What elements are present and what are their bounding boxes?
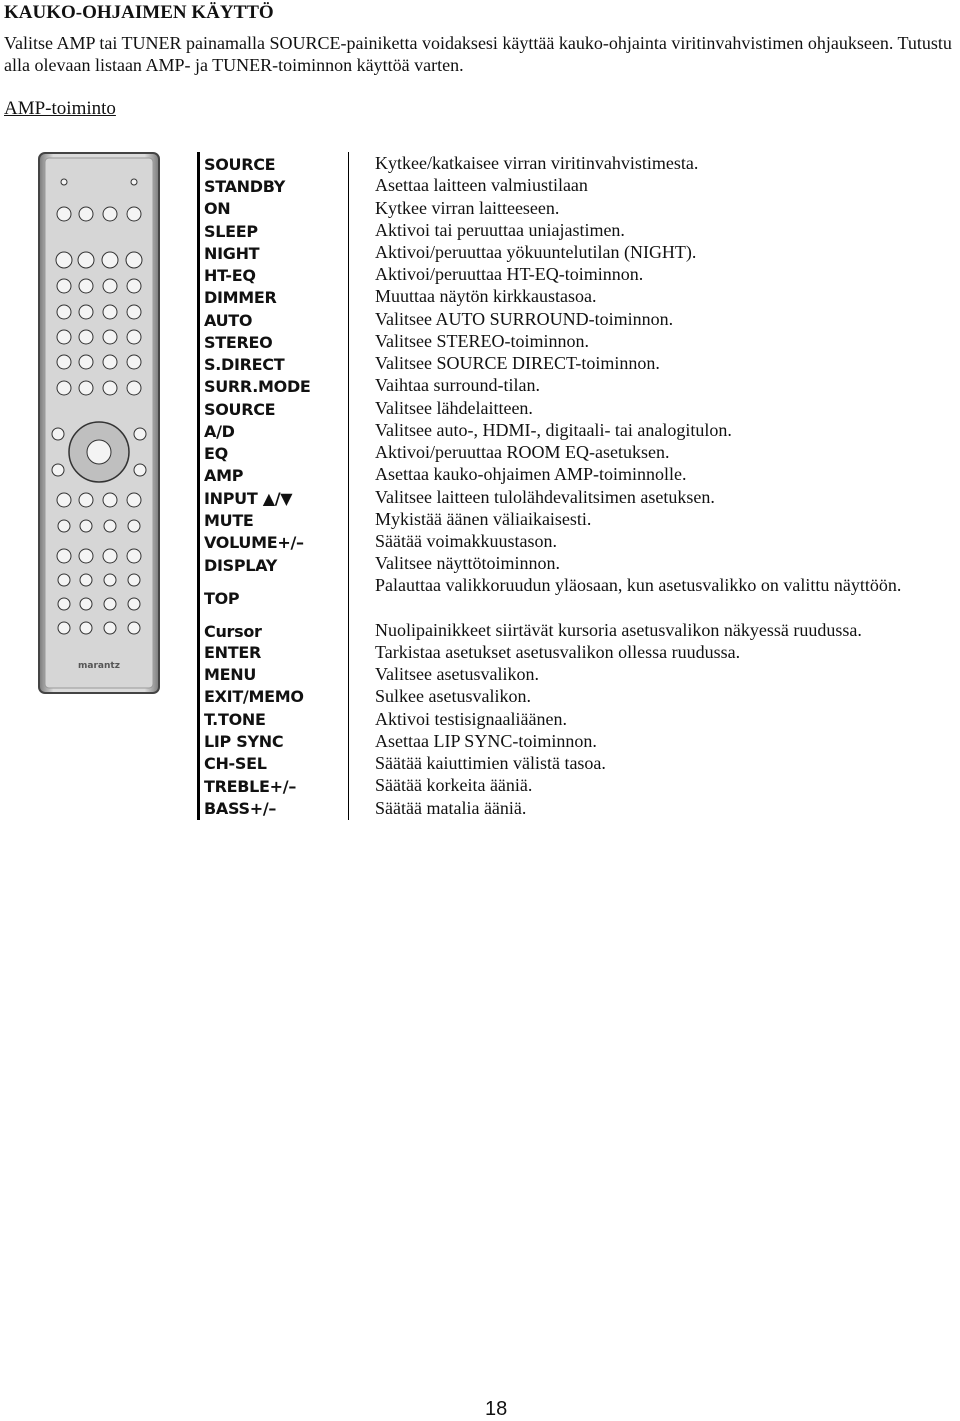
remote-key	[103, 330, 117, 344]
button-label: SURR.MODE	[204, 377, 311, 396]
remote-key	[79, 207, 93, 221]
remote-key	[134, 428, 146, 440]
remote-key	[80, 574, 92, 586]
button-label: MENU	[204, 665, 257, 684]
button-label: NIGHT	[204, 244, 260, 263]
remote-key	[56, 252, 72, 268]
remote-key	[57, 355, 71, 369]
button-description: Valitsee STEREO-toiminnon.	[375, 331, 589, 351]
button-description: Valitsee AUTO SURROUND-toiminnon.	[375, 309, 674, 329]
button-label: A/D	[204, 422, 235, 441]
button-description: Kytkee virran laitteeseen.	[375, 198, 560, 218]
remote-key	[52, 428, 64, 440]
remote-key	[87, 440, 111, 464]
button-description: Aktivoi/peruuttaa yökuuntelutilan (NIGHT).	[375, 242, 697, 262]
button-label: S.DIRECT	[204, 355, 285, 374]
button-label: STEREO	[204, 333, 273, 352]
remote-key	[79, 330, 93, 344]
remote-key	[79, 493, 93, 507]
button-description: Mykistää äänen väliaikaisesti.	[375, 509, 592, 529]
remote-key	[127, 279, 141, 293]
remote-key	[128, 574, 140, 586]
remote-key	[103, 549, 117, 563]
button-description: Valitsee asetusvalikon.	[375, 664, 539, 684]
remote-key	[104, 622, 116, 634]
remote-key	[58, 574, 70, 586]
remote-key	[103, 381, 117, 395]
remote-key	[127, 305, 141, 319]
button-label: AUTO	[204, 311, 253, 330]
button-label: MUTE	[204, 511, 254, 530]
page-number: 18	[485, 1398, 508, 1420]
remote-key	[79, 279, 93, 293]
button-label: CH-SEL	[204, 754, 267, 773]
button-description: Vaihtaa surround-tilan.	[375, 375, 540, 395]
remote-key	[134, 464, 146, 476]
button-label-column	[197, 152, 349, 820]
remote-key	[103, 355, 117, 369]
remote-key	[52, 464, 64, 476]
remote-key	[79, 549, 93, 563]
button-label: ENTER	[204, 643, 261, 662]
button-description: Valitsee laitteen tulolähdevalitsimen asetuksen.	[375, 487, 715, 507]
remote-key	[57, 381, 71, 395]
remote-key	[58, 622, 70, 634]
remote-key	[126, 252, 142, 268]
button-label: AMP	[204, 466, 244, 485]
button-description: Valitsee SOURCE DIRECT-toiminnon.	[375, 353, 660, 373]
remote-key	[57, 279, 71, 293]
button-label: VOLUME+/–	[204, 533, 304, 552]
remote-key	[58, 598, 70, 610]
button-description: Säätää kaiuttimien välistä tasoa.	[375, 753, 606, 773]
remote-key	[103, 305, 117, 319]
button-label: SLEEP	[204, 222, 258, 241]
button-label: INPUT ▲/▼	[204, 489, 293, 508]
remote-key	[103, 207, 117, 221]
button-description: Aktivoi/peruuttaa HT-EQ-toiminnon.	[375, 264, 644, 284]
button-description: Sulkee asetusvalikon.	[375, 686, 531, 706]
button-description: Kytkee/katkaisee virran viritinvahvistimesta.	[375, 153, 699, 173]
svg-text:marantz: marantz	[78, 661, 120, 671]
button-description: Asettaa laitteen valmiustilaan	[375, 175, 588, 195]
button-description: Säätää voimakkuustason.	[375, 531, 557, 551]
remote-key	[131, 179, 137, 185]
remote-key	[80, 622, 92, 634]
remote-key	[61, 179, 67, 185]
remote-key	[103, 493, 117, 507]
button-description: Valitsee lähdelaitteen.	[375, 398, 533, 418]
remote-key	[57, 305, 71, 319]
intro-paragraph: Valitse AMP tai TUNER painamalla SOURCE-painiketta voidaksesi käyttää kauko-ohjainta viritinvahvistimen ohjaukseen. Tutustu alla olevaan listaan AMP- ja TUNER-toiminnon käyttöä varten.	[4, 33, 952, 75]
remote-key	[80, 520, 92, 532]
remote-key	[80, 598, 92, 610]
button-label: LIP SYNC	[204, 732, 284, 751]
remote-key	[127, 355, 141, 369]
remote-key	[127, 493, 141, 507]
button-label: EQ	[204, 444, 228, 463]
button-description: Valitsee näyttötoiminnon.	[375, 553, 560, 573]
button-label: EXIT/MEMO	[204, 687, 304, 706]
button-label: Cursor	[204, 622, 262, 641]
button-label: TOP	[204, 589, 240, 608]
button-label: HT-EQ	[204, 266, 256, 285]
button-description: Tarkistaa asetukset asetusvalikon ollessa ruudussa.	[375, 642, 741, 662]
button-label: ON	[204, 199, 231, 218]
section-title: AMP-toiminto	[4, 98, 116, 119]
button-label: STANDBY	[204, 177, 286, 196]
remote-key	[127, 330, 141, 344]
button-description: Säätää matalia ääniä.	[375, 798, 527, 818]
button-description: Asettaa kauko-ohjaimen AMP-toiminnolle.	[375, 464, 687, 484]
button-description: Valitsee auto-, HDMI-, digitaali- tai analogitulon.	[375, 420, 732, 440]
remote-key	[58, 520, 70, 532]
button-description: Aktivoi tai peruuttaa uniajastimen.	[375, 220, 625, 240]
button-label: T.TONE	[204, 710, 266, 729]
remote-key	[104, 520, 116, 532]
button-label: DISPLAY	[204, 556, 278, 575]
button-label: SOURCE	[204, 400, 276, 419]
button-label: DIMMER	[204, 288, 277, 307]
button-description: Säätää korkeita ääniä.	[375, 775, 533, 795]
button-description: Aktivoi testisignaaliäänen.	[375, 709, 567, 729]
button-description: Nuolipainikkeet siirtävät kursoria asetusvalikon näkyessä ruudussa.	[375, 620, 862, 640]
remote-key	[78, 252, 94, 268]
remote-key	[104, 574, 116, 586]
button-label: SOURCE	[204, 155, 276, 174]
button-description: Aktivoi/peruuttaa ROOM EQ-asetuksen.	[375, 442, 670, 462]
button-label: TREBLE+/–	[204, 777, 297, 796]
button-description: Muuttaa näytön kirkkaustasoa.	[375, 286, 597, 306]
remote-key	[127, 381, 141, 395]
remote-key	[57, 549, 71, 563]
remote-key	[127, 549, 141, 563]
remote-key	[79, 381, 93, 395]
remote-key	[57, 330, 71, 344]
remote-key	[128, 622, 140, 634]
remote-key	[79, 305, 93, 319]
button-description: Palauttaa valikkoruudun yläosaan, kun asetusvalikko on valittu näyttöön.	[375, 575, 902, 595]
remote-key	[57, 493, 71, 507]
remote-key	[128, 520, 140, 532]
remote-key	[79, 355, 93, 369]
remote-control-illustration	[38, 152, 160, 694]
remote-key	[57, 207, 71, 221]
remote-key	[127, 207, 141, 221]
page-heading: KAUKO-OHJAIMEN KÄYTTÖ	[4, 2, 274, 23]
button-description: Asettaa LIP SYNC-toiminnon.	[375, 731, 597, 751]
remote-key	[103, 279, 117, 293]
remote-key	[128, 598, 140, 610]
remote-key	[102, 252, 118, 268]
button-label: BASS+/–	[204, 799, 277, 818]
remote-key	[104, 598, 116, 610]
